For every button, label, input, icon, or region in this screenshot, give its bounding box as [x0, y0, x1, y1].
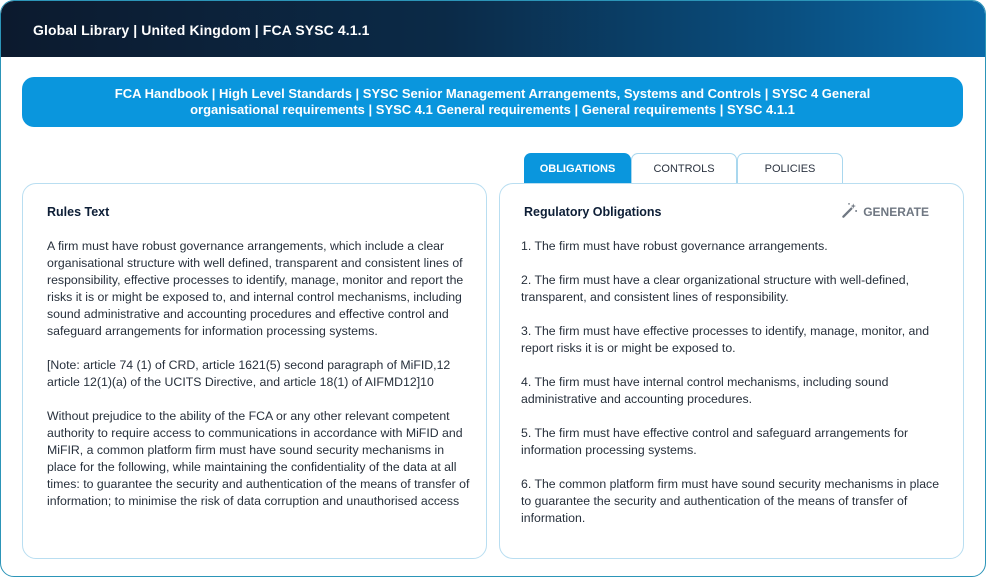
breadcrumb — [22, 77, 963, 127]
rules-paragraph: Without prejudice to the ability of the FCA or any other relevant competent authority to require access to communications in accordance with MiFID and MiFIR, a common platform firm must have sound security mechanisms in place for the following, while maintaining the confidentiality of the data at all times: to guarantee the security and authentication of the means of transfer of information; to minimise the risk of data corruption and unauthorised access — [47, 409, 470, 508]
rules-text-title: Rules Text — [47, 205, 110, 219]
rules-note-paragraph: [Note: article 74 (1) of CRD, article 1621(5) second paragraph of MiFID,12 article 12(1)(a) of the UCITS Directive, and article 18(1) of AIFMD12]10 — [47, 358, 451, 389]
obligation-item: 4. The firm must have internal control mechanisms, including sound administrative and accounting procedures. — [521, 375, 889, 406]
rules-text-body — [47, 238, 472, 527]
generate-label: GENERATE — [863, 205, 929, 219]
page-title: Global Library | United Kingdom | FCA SYSC 4.1.1 — [33, 22, 370, 38]
magic-wand-icon — [841, 202, 858, 222]
regulatory-obligations-title: Regulatory Obligations — [524, 205, 662, 219]
generate-button[interactable] — [841, 202, 929, 222]
regulatory-obligations-panel — [499, 183, 964, 559]
rules-text-panel — [22, 183, 487, 559]
obligation-item: 5. The firm must have effective control and safeguard arrangements for information processing systems. — [521, 426, 909, 457]
rules-paragraph: A firm must have robust governance arrangements, which include a clear organisational structure with well defined, transparent and consistent lines of responsibility, effective processes to identify, manage, monitor and report the risks it is or might be exposed to, and internal control mechanisms, including sound administrative and accounting procedures and effective control and safeguard arrangements for information processing systems. — [47, 239, 464, 338]
top-header-bar — [1, 1, 985, 57]
obligation-item: 1. The firm must have robust governance arrangements. — [521, 239, 828, 253]
tab-controls[interactable]: CONTROLS — [631, 153, 737, 183]
breadcrumb-text: FCA Handbook | High Level Standards | SYSC Senior Management Arrangements, Systems and Controls | SYSC 4 General organisational requirements | SYSC 4.1 General requirements | General requirements | SYSC 4.1.1 — [114, 86, 871, 117]
obligation-item: 6. The common platform firm must have sound security mechanisms in place to guarantee the security and authentication of the means of transfer of information. — [521, 477, 940, 525]
obligation-item: 2. The firm must have a clear organizational structure with well-defined, transparent, and consistent lines of responsibility. — [521, 273, 909, 304]
tab-bar — [524, 153, 843, 183]
tab-obligations[interactable]: OBLIGATIONS — [524, 153, 631, 183]
obligations-list — [521, 238, 946, 544]
tab-policies[interactable]: POLICIES — [737, 153, 843, 183]
obligation-item: 3. The firm must have effective processes to identify, manage, monitor, and report risks it is or might be exposed to. — [521, 324, 930, 355]
